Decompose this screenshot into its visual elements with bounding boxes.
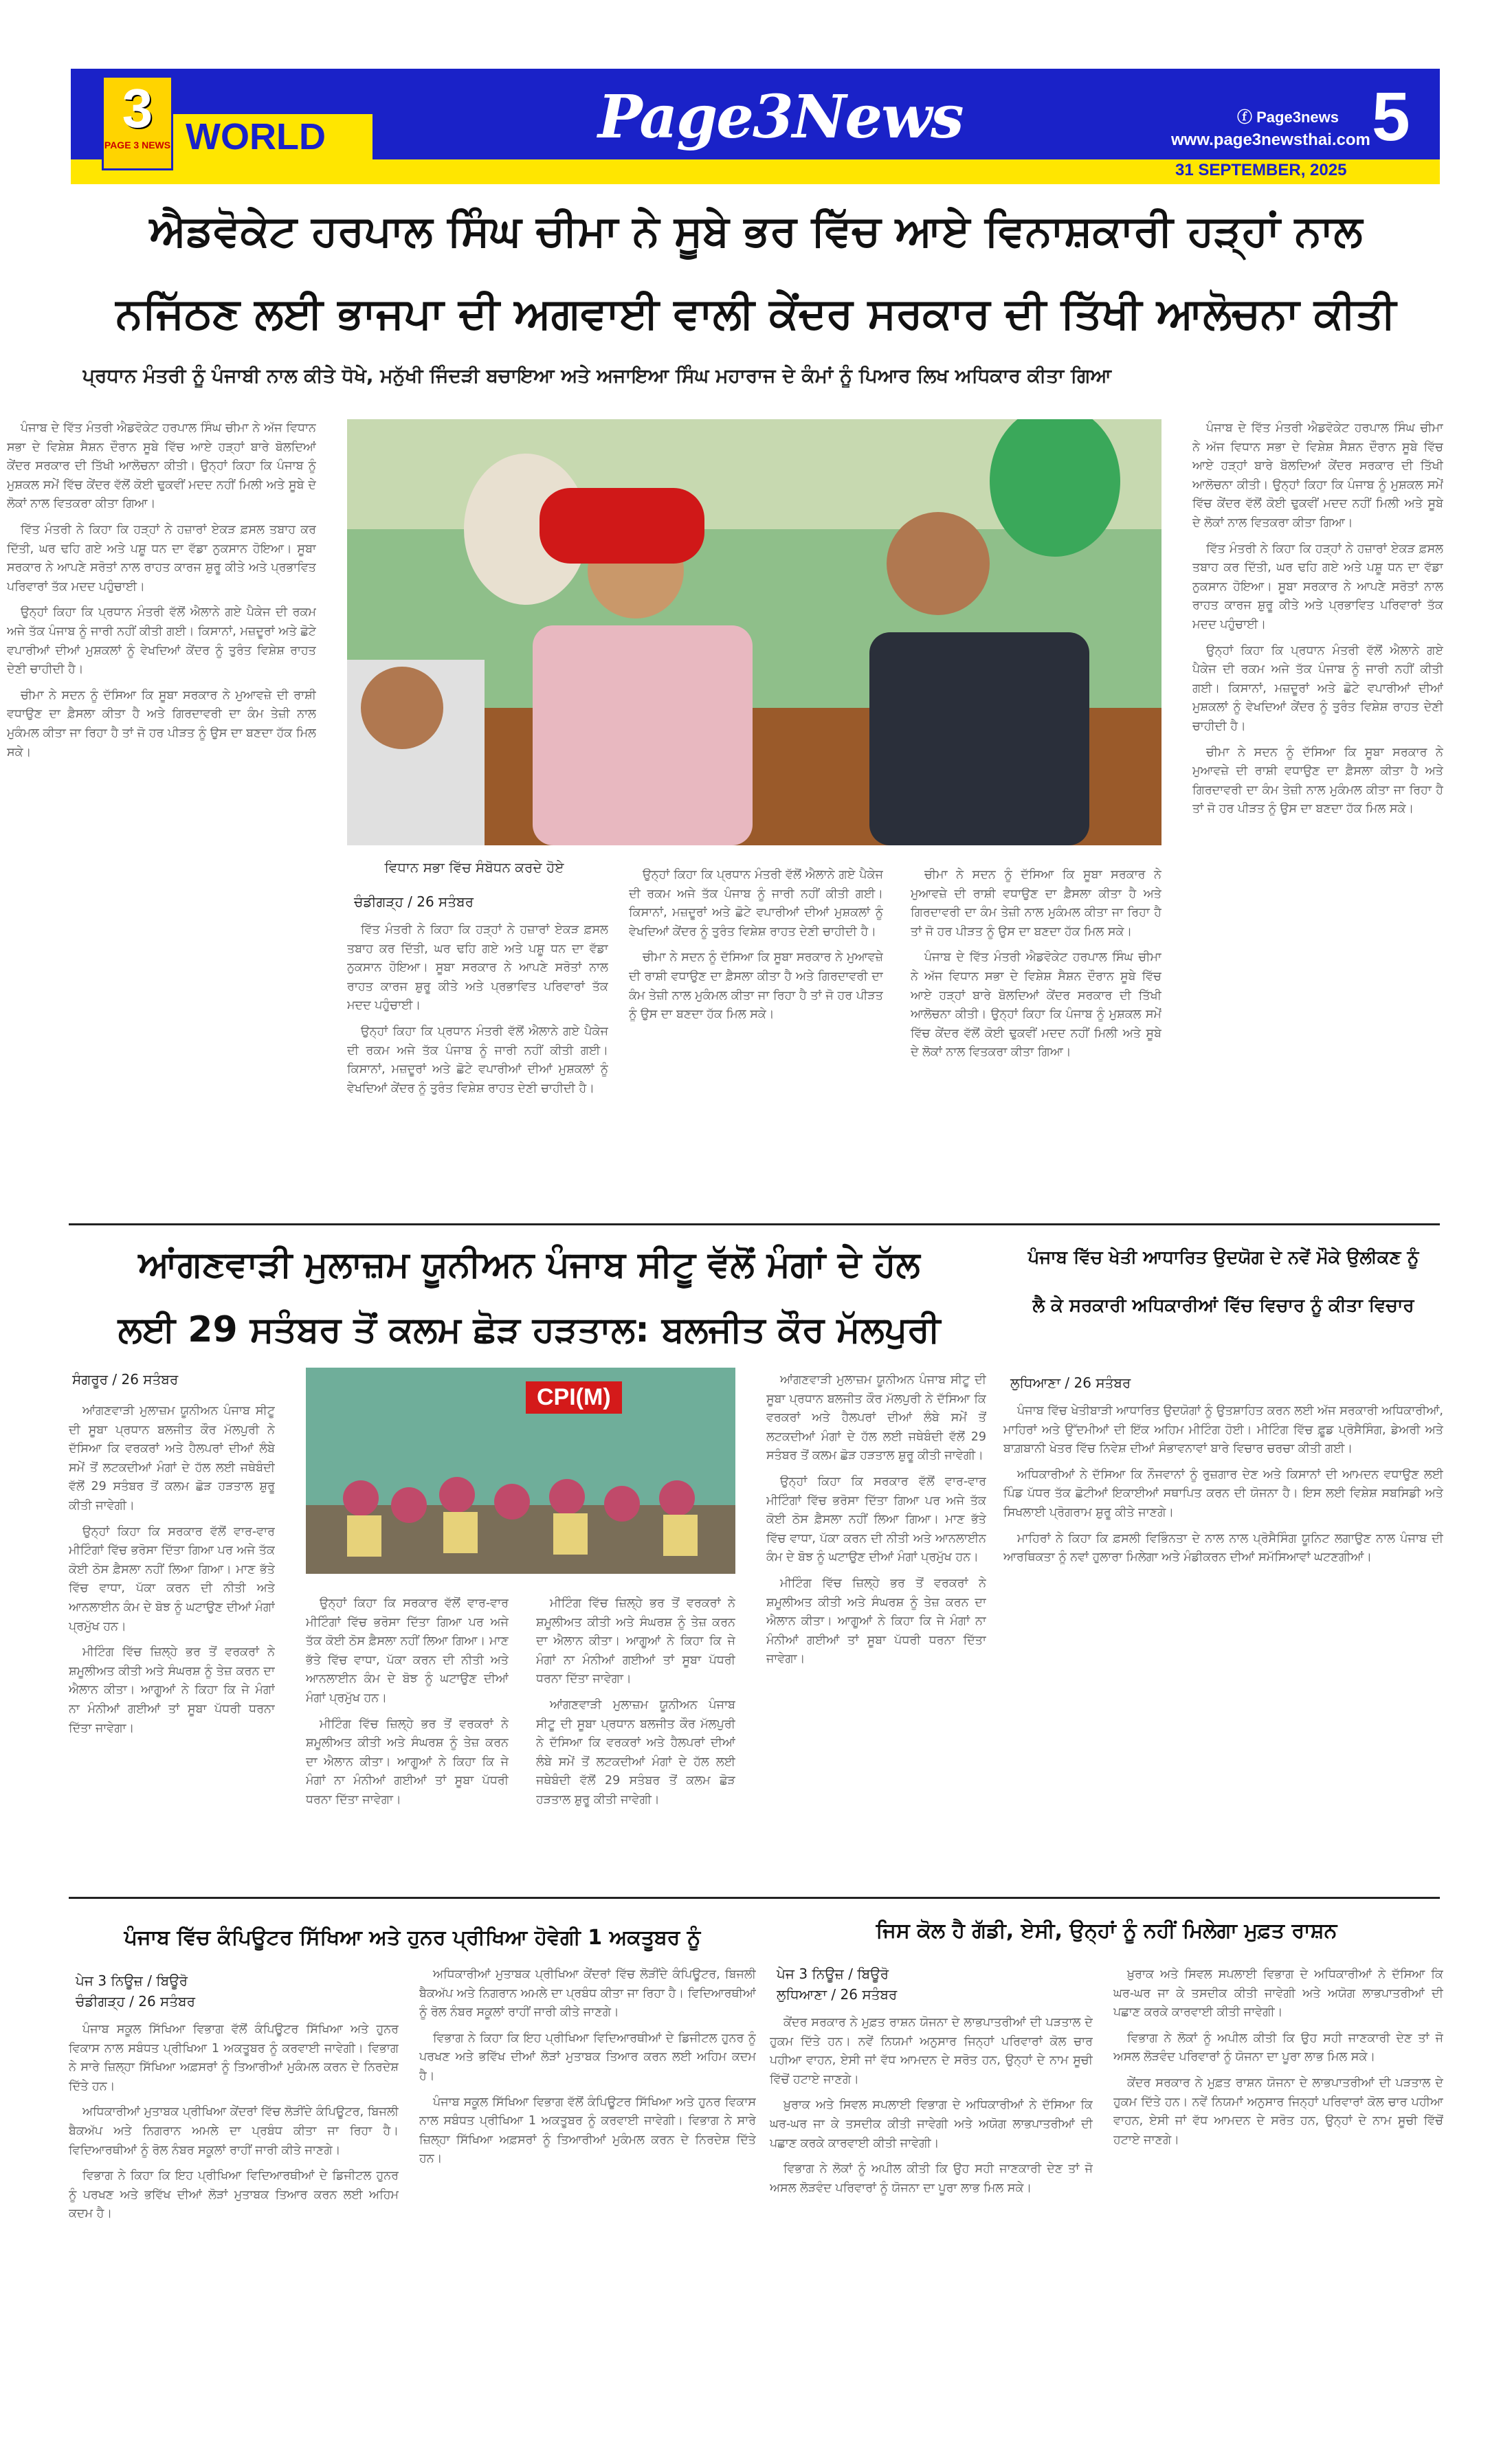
story5-col2-para-3: ਕੇਂਦਰ ਸਰਕਾਰ ਨੇ ਮੁਫ਼ਤ ਰਾਸ਼ਨ ਯੋਜਨਾ ਦੇ ਲਾਭਪਾਤਰੀਆਂ ਦੀ ਪੜਤਾਲ ਦੇ ਹੁਕਮ ਦਿੱਤੇ ਹਨ। ਨਵੇਂ ਨਿਯਮਾਂ ਅਨੁਸਾਰ ਜਿਨ੍ਹਾਂ ਪਰਿਵਾਰਾਂ ਕੋਲ ਚਾਰ ਪਹੀਆ ਵਾਹਨ, ਏਸੀ ਜਾਂ ਵੱਧ ਆਮਦਨ ਦੇ ਸਰੋਤ ਹਨ, ਉਨ੍ਹਾਂ ਦੇ ਨਾਮ ਸੂਚੀ ਵਿੱਚੋਂ ਹਟਾਏ ਜਾਣਗੇ। [1113, 2076, 1443, 2147]
story1-column-1 [7, 419, 316, 1230]
story1-col5-para: ਪੰਜਾਬ ਦੇ ਵਿੱਤ ਮੰਤਰੀ ਐਡਵੋਕੇਟ ਹਰਪਾਲ ਸਿੰਘ ਚੀਮਾ ਨੇ ਅੱਜ ਵਿਧਾਨ ਸਭਾ ਦੇ ਵਿਸ਼ੇਸ਼ ਸੈਸ਼ਨ ਦੌਰਾਨ ਸੂਬੇ ਵਿੱਚ ਆਏ ਹੜ੍ਹਾਂ ਬਾਰੇ ਬੋਲਦਿਆਂ ਕੇਂਦਰ ਸਰਕਾਰ ਦੀ ਤਿੱਖੀ ਆਲੋਚਨਾ ਕੀਤੀ। ਉਨ੍ਹਾਂ ਕਿਹਾ ਕਿ ਪੰਜਾਬ ਨੂੰ ਮੁਸ਼ਕਲ ਸਮੇਂ ਵਿੱਚ ਕੇਂਦਰ ਵੱਲੋਂ ਕੋਈ ਢੁਕਵੀਂ ਮਦਦ ਨਹੀਂ ਮਿਲੀ ਅਤੇ ਸੂਬੇ ਦੇ ਲੋਕਾਂ ਨਾਲ ਵਿਤਕਰਾ ਕੀਤਾ ਗਿਆ। [1192, 421, 1443, 530]
story5-dateline: ਲੁਧਿਆਣਾ / 26 ਸਤੰਬਰ [777, 1986, 898, 2003]
story2-photo [306, 1368, 735, 1574]
story4-col2-para-3: ਪੰਜਾਬ ਸਕੂਲ ਸਿੱਖਿਆ ਵਿਭਾਗ ਵੱਲੋਂ ਕੰਪਿਊਟਰ ਸਿੱਖਿਆ ਅਤੇ ਹੁਨਰ ਵਿਕਾਸ ਨਾਲ ਸਬੰਧਤ ਪ੍ਰੀਖਿਆ 1 ਅਕਤੂਬਰ ਨੂੰ ਕਰਵਾਈ ਜਾਵੇਗੀ। ਵਿਭਾਗ ਨੇ ਸਾਰੇ ਜ਼ਿਲ੍ਹਾ ਸਿੱਖਿਆ ਅਫ਼ਸਰਾਂ ਨੂੰ ਤਿਆਰੀਆਂ ਮੁਕੰਮਲ ਕਰਨ ਦੇ ਨਿਰਦੇਸ਼ ਦਿੱਤੇ ਹਨ। [419, 2095, 756, 2166]
story3-headline-line1: ਪੰਜਾਬ ਵਿੱਚ ਖੇਤੀ ਆਧਾਰਿਤ ਉਦਯੋਗ ਦੇ ਨਵੇਂ ਮੌਕੇ ਉਲੀਕਣ ਨੂੰ [1027, 1247, 1419, 1268]
story4-column-2 [419, 1966, 756, 2419]
brand-title: Page3News [598, 82, 963, 152]
story1-subheadline: ਪ੍ਰਧਾਨ ਮੰਤਰੀ ਨੂੰ ਪੰਜਾਬੀ ਨਾਲ ਕੀਤੇ ਧੋਖੇ, ਮਨੁੱਖੀ ਜਿੰਦੜੀ ਬਚਾਇਆ ਅਤੇ ਅਜਾਇਆ ਸਿੰਘ ਮਹਾਰਾਜ ਦੇ ਕੰਮਾਂ ਨੂੰ ਪਿਆਰ ਲਿਖ ਅਧਿਕਾਰ ਕੀਤਾ ਗਿਆ [82, 364, 1111, 387]
section-divider [69, 1223, 1440, 1225]
story5-para-3: ਵਿਭਾਗ ਨੇ ਲੋਕਾਂ ਨੂੰ ਅਪੀਲ ਕੀਤੀ ਕਿ ਉਹ ਸਹੀ ਜਾਣਕਾਰੀ ਦੇਣ ਤਾਂ ਜੋ ਅਸਲ ਲੋੜਵੰਦ ਪਰਿਵਾਰਾਂ ਨੂੰ ਯੋਜਨਾ ਦਾ ਪੂਰਾ ਲਾਭ ਮਿਲ ਸਕੇ। [770, 2162, 1093, 2195]
story1-col2-para: ਵਿੱਤ ਮੰਤਰੀ ਨੇ ਕਿਹਾ ਕਿ ਹੜ੍ਹਾਂ ਨੇ ਹਜ਼ਾਰਾਂ ਏਕੜ ਫ਼ਸਲ ਤਬਾਹ ਕਰ ਦਿੱਤੀ, ਘਰ ਢਹਿ ਗਏ ਅਤੇ ਪਸ਼ੂ ਧਨ ਦਾ ਵੱਡਾ ਨੁਕਸਾਨ ਹੋਇਆ। ਸੂਬਾ ਸਰਕਾਰ ਨੇ ਆਪਣੇ ਸਰੋਤਾਂ ਨਾਲ ਰਾਹਤ ਕਾਰਜ ਸ਼ੁਰੂ ਕੀਤੇ ਅਤੇ ਪ੍ਰਭਾਵਿਤ ਪਰਿਵਾਰਾਂ ਤੱਕ ਮਦਦ ਪਹੁੰਚਾਈ। [347, 923, 608, 1013]
story2-col3-para-2: ਆਂਗਣਵਾੜੀ ਮੁਲਾਜ਼ਮ ਯੂਨੀਅਨ ਪੰਜਾਬ ਸੀਟੂ ਦੀ ਸੂਬਾ ਪ੍ਰਧਾਨ ਬਲਜੀਤ ਕੌਰ ਮੱਲਪੁਰੀ ਨੇ ਦੱਸਿਆ ਕਿ ਵਰਕਰਾਂ ਅਤੇ ਹੈਲਪਰਾਂ ਦੀਆਂ ਲੰਬੇ ਸਮੇਂ ਤੋਂ ਲਟਕਦੀਆਂ ਮੰਗਾਂ ਦੇ ਹੱਲ ਲਈ ਜਥੇਬੰਦੀ ਵੱਲੋਂ 29 ਸਤੰਬਰ ਤੋਂ ਕਲਮ ਛੋੜ ਹੜਤਾਲ ਸ਼ੁਰੂ ਕੀਤੀ ਜਾਵੇਗੀ। [536, 1698, 735, 1807]
story1-col3-para-2: ਚੀਮਾ ਨੇ ਸਦਨ ਨੂੰ ਦੱਸਿਆ ਕਿ ਸੂਬਾ ਸਰਕਾਰ ਨੇ ਮੁਆਵਜ਼ੇ ਦੀ ਰਾਸ਼ੀ ਵਧਾਉਣ ਦਾ ਫ਼ੈਸਲਾ ਕੀਤਾ ਹੈ ਅਤੇ ਗਿਰਦਾਵਰੀ ਦਾ ਕੰਮ ਤੇਜ਼ੀ ਨਾਲ ਮੁਕੰਮਲ ਕੀਤਾ ਜਾ ਰਿਹਾ ਹੈ ਤਾਂ ਜੋ ਹਰ ਪੀੜਤ ਨੂੰ ਉਸ ਦਾ ਬਣਦਾ ਹੱਕ ਮਿਲ ਸਕੇ। [629, 950, 883, 1022]
story2-col4-para-3: ਮੀਟਿੰਗ ਵਿੱਚ ਜ਼ਿਲ੍ਹੇ ਭਰ ਤੋਂ ਵਰਕਰਾਂ ਨੇ ਸ਼ਮੂਲੀਅਤ ਕੀਤੀ ਅਤੇ ਸੰਘਰਸ਼ ਨੂੰ ਤੇਜ਼ ਕਰਨ ਦਾ ਐਲਾਨ ਕੀਤਾ। ਆਗੂਆਂ ਨੇ ਕਿਹਾ ਕਿ ਜੇ ਮੰਗਾਂ ਨਾ ਮੰਨੀਆਂ ਗਈਆਂ ਤਾਂ ਸੂਬਾ ਪੱਧਰੀ ਧਰਨਾ ਦਿੱਤਾ ਜਾਵੇਗਾ। [766, 1576, 986, 1667]
social-handle-text: Page3news [1256, 109, 1339, 126]
story5-para-2: ਖ਼ੁਰਾਕ ਅਤੇ ਸਿਵਲ ਸਪਲਾਈ ਵਿਭਾਗ ਦੇ ਅਧਿਕਾਰੀਆਂ ਨੇ ਦੱਸਿਆ ਕਿ ਘਰ-ਘਰ ਜਾ ਕੇ ਤਸਦੀਕ ਕੀਤੀ ਜਾਵੇਗੀ ਅਤੇ ਅਯੋਗ ਲਾਭਪਾਤਰੀਆਂ ਦੀ ਪਛਾਣ ਕਰਕੇ ਕਾਰਵਾਈ ਕੀਤੀ ਜਾਵੇਗੀ। [770, 2098, 1093, 2150]
story1-para-1: ਪੰਜਾਬ ਦੇ ਵਿੱਤ ਮੰਤਰੀ ਐਡਵੋਕੇਟ ਹਰਪਾਲ ਸਿੰਘ ਚੀਮਾ ਨੇ ਅੱਜ ਵਿਧਾਨ ਸਭਾ ਦੇ ਵਿਸ਼ੇਸ਼ ਸੈਸ਼ਨ ਦੌਰਾਨ ਸੂਬੇ ਵਿੱਚ ਆਏ ਹੜ੍ਹਾਂ ਬਾਰੇ ਬੋਲਦਿਆਂ ਕੇਂਦਰ ਸਰਕਾਰ ਦੀ ਤਿੱਖੀ ਆਲੋਚਨਾ ਕੀਤੀ। ਉਨ੍ਹਾਂ ਕਿਹਾ ਕਿ ਪੰਜਾਬ ਨੂੰ ਮੁਸ਼ਕਲ ਸਮੇਂ ਵਿੱਚ ਕੇਂਦਰ ਵੱਲੋਂ ਕੋਈ ਢੁਕਵੀਂ ਮਦਦ ਨਹੀਂ ਮਿਲੀ ਅਤੇ ਸੂਬੇ ਦੇ ਲੋਕਾਂ ਨਾਲ ਵਿਤਕਰਾ ਕੀਤਾ ਗਿਆ। [7, 421, 316, 511]
story4-para-1: ਪੰਜਾਬ ਸਕੂਲ ਸਿੱਖਿਆ ਵਿਭਾਗ ਵੱਲੋਂ ਕੰਪਿਊਟਰ ਸਿੱਖਿਆ ਅਤੇ ਹੁਨਰ ਵਿਕਾਸ ਨਾਲ ਸਬੰਧਤ ਪ੍ਰੀਖਿਆ 1 ਅਕਤੂਬਰ ਨੂੰ ਕਰਵਾਈ ਜਾਵੇਗੀ। ਵਿਭਾਗ ਨੇ ਸਾਰੇ ਜ਼ਿਲ੍ਹਾ ਸਿੱਖਿਆ ਅਫ਼ਸਰਾਂ ਨੂੰ ਤਿਆਰੀਆਂ ਮੁਕੰਮਲ ਕਰਨ ਦੇ ਨਿਰਦੇਸ਼ ਦਿੱਤੇ ਹਨ। [69, 2023, 399, 2093]
story4-col2-para: ਅਧਿਕਾਰੀਆਂ ਮੁਤਾਬਕ ਪ੍ਰੀਖਿਆ ਕੇਂਦਰਾਂ ਵਿੱਚ ਲੋੜੀਂਦੇ ਕੰਪਿਊਟਰ, ਬਿਜਲੀ ਬੈਕਅੱਪ ਅਤੇ ਨਿਗਰਾਨ ਅਮਲੇ ਦਾ ਪ੍ਰਬੰਧ ਕੀਤਾ ਜਾ ਰਿਹਾ ਹੈ। ਵਿਦਿਆਰਥੀਆਂ ਨੂੰ ਰੋਲ ਨੰਬਰ ਸਕੂਲਾਂ ਰਾਹੀਂ ਜਾਰੀ ਕੀਤੇ ਜਾਣਗੇ। [419, 1968, 756, 2020]
story4-dateline: ਚੰਡੀਗੜ੍ਹ / 26 ਸਤੰਬਰ [76, 1993, 196, 2010]
story3-para-3: ਮਾਹਿਰਾਂ ਨੇ ਕਿਹਾ ਕਿ ਫ਼ਸਲੀ ਵਿਭਿੰਨਤਾ ਦੇ ਨਾਲ ਨਾਲ ਪ੍ਰੋਸੈਸਿੰਗ ਯੂਨਿਟ ਲਗਾਉਣ ਨਾਲ ਪੰਜਾਬ ਦੀ ਆਰਥਿਕਤਾ ਨੂੰ ਨਵਾਂ ਹੁਲਾਰਾ ਮਿਲੇਗਾ ਅਤੇ ਮੰਡੀਕਰਨ ਦੀਆਂ ਸਮੱਸਿਆਵਾਂ ਘਟਣਗੀਆਂ। [1003, 1531, 1443, 1565]
story2-column-2 [306, 1594, 509, 1883]
story3-dateline: ਲੁਧਿਆਣਾ / 26 ਸਤੰਬਰ [1010, 1375, 1131, 1391]
story2-col2-para-2: ਮੀਟਿੰਗ ਵਿੱਚ ਜ਼ਿਲ੍ਹੇ ਭਰ ਤੋਂ ਵਰਕਰਾਂ ਨੇ ਸ਼ਮੂਲੀਅਤ ਕੀਤੀ ਅਤੇ ਸੰਘਰਸ਼ ਨੂੰ ਤੇਜ਼ ਕਰਨ ਦਾ ਐਲਾਨ ਕੀਤਾ। ਆਗੂਆਂ ਨੇ ਕਿਹਾ ਕਿ ਜੇ ਮੰਗਾਂ ਨਾ ਮੰਨੀਆਂ ਗਈਆਂ ਤਾਂ ਸੂਬਾ ਪੱਧਰੀ ਧਰਨਾ ਦਿੱਤਾ ਜਾਵੇਗਾ। [306, 1717, 509, 1807]
issue-date: 31 SEPTEMBER, 2025 [1175, 161, 1347, 179]
logo-number: 3 [122, 78, 153, 139]
story2-col4-para: ਆਂਗਣਵਾੜੀ ਮੁਲਾਜ਼ਮ ਯੂਨੀਅਨ ਪੰਜਾਬ ਸੀਟੂ ਦੀ ਸੂਬਾ ਪ੍ਰਧਾਨ ਬਲਜੀਤ ਕੌਰ ਮੱਲਪੁਰੀ ਨੇ ਦੱਸਿਆ ਕਿ ਵਰਕਰਾਂ ਅਤੇ ਹੈਲਪਰਾਂ ਦੀਆਂ ਲੰਬੇ ਸਮੇਂ ਤੋਂ ਲਟਕਦੀਆਂ ਮੰਗਾਂ ਦੇ ਹੱਲ ਲਈ ਜਥੇਬੰਦੀ ਵੱਲੋਂ 29 ਸਤੰਬਰ ਤੋਂ ਕਲਮ ਛੋੜ ਹੜਤਾਲ ਸ਼ੁਰੂ ਕੀਤੀ ਜਾਵੇਗੀ। [766, 1373, 986, 1463]
section-label: WORLD [173, 114, 373, 159]
story4-column-1 [69, 2021, 399, 2419]
story2-col3-para: ਮੀਟਿੰਗ ਵਿੱਚ ਜ਼ਿਲ੍ਹੇ ਭਰ ਤੋਂ ਵਰਕਰਾਂ ਨੇ ਸ਼ਮੂਲੀਅਤ ਕੀਤੀ ਅਤੇ ਸੰਘਰਸ਼ ਨੂੰ ਤੇਜ਼ ਕਰਨ ਦਾ ਐਲਾਨ ਕੀਤਾ। ਆਗੂਆਂ ਨੇ ਕਿਹਾ ਕਿ ਜੇ ਮੰਗਾਂ ਨਾ ਮੰਨੀਆਂ ਗਈਆਂ ਤਾਂ ਸੂਬਾ ਪੱਧਰੀ ਧਰਨਾ ਦਿੱਤਾ ਜਾਵੇਗਾ। [536, 1596, 735, 1687]
story1-col3-para: ਉਨ੍ਹਾਂ ਕਿਹਾ ਕਿ ਪ੍ਰਧਾਨ ਮੰਤਰੀ ਵੱਲੋਂ ਐਲਾਨੇ ਗਏ ਪੈਕੇਜ ਦੀ ਰਕਮ ਅਜੇ ਤੱਕ ਪੰਜਾਬ ਨੂੰ ਜਾਰੀ ਨਹੀਂ ਕੀਤੀ ਗਈ। ਕਿਸਾਨਾਂ, ਮਜ਼ਦੂਰਾਂ ਅਤੇ ਛੋਟੇ ਵਪਾਰੀਆਂ ਦੀਆਂ ਮੁਸ਼ਕਲਾਂ ਨੂੰ ਵੇਖਦਿਆਂ ਕੇਂਦਰ ਨੂੰ ਤੁਰੰਤ ਵਿਸ਼ੇਸ਼ ਰਾਹਤ ਦੇਣੀ ਚਾਹੀਦੀ ਹੈ। [629, 868, 883, 939]
social-handle [1237, 106, 1339, 127]
story3-body [1003, 1402, 1443, 1883]
story1-headline-line1: ਐਡਵੋਕੇਟ ਹਰਪਾਲ ਸਿੰਘ ਚੀਮਾ ਨੇ ਸੂਬੇ ਭਰ ਵਿੱਚ ਆਏ ਵਿਨਾਸ਼ਕਾਰੀ ਹੜ੍ਹਾਂ ਨਾਲ [149, 205, 1363, 256]
facebook-icon: ⓕ [1237, 109, 1257, 126]
story1-col5-para-4: ਚੀਮਾ ਨੇ ਸਦਨ ਨੂੰ ਦੱਸਿਆ ਕਿ ਸੂਬਾ ਸਰਕਾਰ ਨੇ ਮੁਆਵਜ਼ੇ ਦੀ ਰਾਸ਼ੀ ਵਧਾਉਣ ਦਾ ਫ਼ੈਸਲਾ ਕੀਤਾ ਹੈ ਅਤੇ ਗਿਰਦਾਵਰੀ ਦਾ ਕੰਮ ਤੇਜ਼ੀ ਨਾਲ ਮੁਕੰਮਲ ਕੀਤਾ ਜਾ ਰਿਹਾ ਹੈ ਤਾਂ ਜੋ ਹਰ ਪੀੜਤ ਨੂੰ ਉਸ ਦਾ ਬਣਦਾ ਹੱਕ ਮਿਲ ਸਕੇ। [1192, 745, 1443, 816]
story1-para-3: ਉਨ੍ਹਾਂ ਕਿਹਾ ਕਿ ਪ੍ਰਧਾਨ ਮੰਤਰੀ ਵੱਲੋਂ ਐਲਾਨੇ ਗਏ ਪੈਕੇਜ ਦੀ ਰਕਮ ਅਜੇ ਤੱਕ ਪੰਜਾਬ ਨੂੰ ਜਾਰੀ ਨਹੀਂ ਕੀਤੀ ਗਈ। ਕਿਸਾਨਾਂ, ਮਜ਼ਦੂਰਾਂ ਅਤੇ ਛੋਟੇ ਵਪਾਰੀਆਂ ਦੀਆਂ ਮੁਸ਼ਕਲਾਂ ਨੂੰ ਵੇਖਦਿਆਂ ਕੇਂਦਰ ਨੂੰ ਤੁਰੰਤ ਵਿਸ਼ੇਸ਼ ਰਾਹਤ ਦੇਣੀ ਚਾਹੀਦੀ ਹੈ। [7, 605, 316, 677]
story1-photo-caption: ਵਿਧਾਨ ਸਭਾ ਵਿੱਚ ਸੰਬੋਧਨ ਕਰਦੇ ਹੋਏ [384, 859, 564, 876]
page-number: 5 [1372, 78, 1410, 155]
story2-para-1: ਆਂਗਣਵਾੜੀ ਮੁਲਾਜ਼ਮ ਯੂਨੀਅਨ ਪੰਜਾਬ ਸੀਟੂ ਦੀ ਸੂਬਾ ਪ੍ਰਧਾਨ ਬਲਜੀਤ ਕੌਰ ਮੱਲਪੁਰੀ ਨੇ ਦੱਸਿਆ ਕਿ ਵਰਕਰਾਂ ਅਤੇ ਹੈਲਪਰਾਂ ਦੀਆਂ ਲੰਬੇ ਸਮੇਂ ਤੋਂ ਲਟਕਦੀਆਂ ਮੰਗਾਂ ਦੇ ਹੱਲ ਲਈ ਜਥੇਬੰਦੀ ਵੱਲੋਂ 29 ਸਤੰਬਰ ਤੋਂ ਕਲਮ ਛੋੜ ਹੜਤਾਲ ਸ਼ੁਰੂ ਕੀਤੀ ਜਾਵੇਗੀ। [69, 1404, 275, 1513]
story1-col4-para-2: ਪੰਜਾਬ ਦੇ ਵਿੱਤ ਮੰਤਰੀ ਐਡਵੋਕੇਟ ਹਰਪਾਲ ਸਿੰਘ ਚੀਮਾ ਨੇ ਅੱਜ ਵਿਧਾਨ ਸਭਾ ਦੇ ਵਿਸ਼ੇਸ਼ ਸੈਸ਼ਨ ਦੌਰਾਨ ਸੂਬੇ ਵਿੱਚ ਆਏ ਹੜ੍ਹਾਂ ਬਾਰੇ ਬੋਲਦਿਆਂ ਕੇਂਦਰ ਸਰਕਾਰ ਦੀ ਤਿੱਖੀ ਆਲੋਚਨਾ ਕੀਤੀ। ਉਨ੍ਹਾਂ ਕਿਹਾ ਕਿ ਪੰਜਾਬ ਨੂੰ ਮੁਸ਼ਕਲ ਸਮੇਂ ਵਿੱਚ ਕੇਂਦਰ ਵੱਲੋਂ ਕੋਈ ਢੁਕਵੀਂ ਮਦਦ ਨਹੀਂ ਮਿਲੀ ਅਤੇ ਸੂਬੇ ਦੇ ਲੋਕਾਂ ਨਾਲ ਵਿਤਕਰਾ ਕੀਤਾ ਗਿਆ। [911, 950, 1161, 1060]
story2-dateline: ਸੰਗਰੂਰ / 26 ਸਤੰਬਰ [72, 1371, 179, 1388]
union-meeting-photo-illustration [306, 1368, 735, 1574]
story2-col2-para: ਉਨ੍ਹਾਂ ਕਿਹਾ ਕਿ ਸਰਕਾਰ ਵੱਲੋਂ ਵਾਰ-ਵਾਰ ਮੀਟਿੰਗਾਂ ਵਿੱਚ ਭਰੋਸਾ ਦਿੱਤਾ ਗਿਆ ਪਰ ਅਜੇ ਤੱਕ ਕੋਈ ਠੋਸ ਫ਼ੈਸਲਾ ਨਹੀਂ ਲਿਆ ਗਿਆ। ਮਾਣ ਭੱਤੇ ਵਿੱਚ ਵਾਧਾ, ਪੱਕਾ ਕਰਨ ਦੀ ਨੀਤੀ ਅਤੇ ਆਨਲਾਈਨ ਕੰਮ ਦੇ ਬੋਝ ਨੂੰ ਘਟਾਉਣ ਦੀਆਂ ਮੰਗਾਂ ਪ੍ਰਮੁੱਖ ਹਨ। [306, 1596, 509, 1705]
website-link: www.page3newsthai.com [1171, 131, 1370, 149]
story1-para-4: ਚੀਮਾ ਨੇ ਸਦਨ ਨੂੰ ਦੱਸਿਆ ਕਿ ਸੂਬਾ ਸਰਕਾਰ ਨੇ ਮੁਆਵਜ਼ੇ ਦੀ ਰਾਸ਼ੀ ਵਧਾਉਣ ਦਾ ਫ਼ੈਸਲਾ ਕੀਤਾ ਹੈ ਅਤੇ ਗਿਰਦਾਵਰੀ ਦਾ ਕੰਮ ਤੇਜ਼ੀ ਨਾਲ ਮੁਕੰਮਲ ਕੀਤਾ ਜਾ ਰਿਹਾ ਹੈ ਤਾਂ ਜੋ ਹਰ ਪੀੜਤ ਨੂੰ ਉਸ ਦਾ ਬਣਦਾ ਹੱਕ ਮਿਲ ਸਕੇ। [7, 688, 316, 759]
story2-para-2: ਉਨ੍ਹਾਂ ਕਿਹਾ ਕਿ ਸਰਕਾਰ ਵੱਲੋਂ ਵਾਰ-ਵਾਰ ਮੀਟਿੰਗਾਂ ਵਿੱਚ ਭਰੋਸਾ ਦਿੱਤਾ ਗਿਆ ਪਰ ਅਜੇ ਤੱਕ ਕੋਈ ਠੋਸ ਫ਼ੈਸਲਾ ਨਹੀਂ ਲਿਆ ਗਿਆ। ਮਾਣ ਭੱਤੇ ਵਿੱਚ ਵਾਧਾ, ਪੱਕਾ ਕਰਨ ਦੀ ਨੀਤੀ ਅਤੇ ਆਨਲਾਈਨ ਕੰਮ ਦੇ ਬੋਝ ਨੂੰ ਘਟਾਉਣ ਦੀਆਂ ਮੰਗਾਂ ਪ੍ਰਮੁੱਖ ਹਨ। [69, 1524, 275, 1634]
story2-headline-line2: ਲਈ 29 ਸਤੰਬਰ ਤੋਂ ਕਲਮ ਛੋੜ ਹੜਤਾਲ: ਬਲਜੀਤ ਕੌਰ ਮੱਲਪੁਰੀ [118, 1309, 941, 1350]
cpim-banner: CPI(M) [526, 1381, 622, 1414]
story1-col5-para-2: ਵਿੱਤ ਮੰਤਰੀ ਨੇ ਕਿਹਾ ਕਿ ਹੜ੍ਹਾਂ ਨੇ ਹਜ਼ਾਰਾਂ ਏਕੜ ਫ਼ਸਲ ਤਬਾਹ ਕਰ ਦਿੱਤੀ, ਘਰ ਢਹਿ ਗਏ ਅਤੇ ਪਸ਼ੂ ਧਨ ਦਾ ਵੱਡਾ ਨੁਕਸਾਨ ਹੋਇਆ। ਸੂਬਾ ਸਰਕਾਰ ਨੇ ਆਪਣੇ ਸਰੋਤਾਂ ਨਾਲ ਰਾਹਤ ਕਾਰਜ ਸ਼ੁਰੂ ਕੀਤੇ ਅਤੇ ਪ੍ਰਭਾਵਿਤ ਪਰਿਵਾਰਾਂ ਤੱਕ ਮਦਦ ਪਹੁੰਚਾਈ। [1192, 542, 1443, 632]
story2-para-3: ਮੀਟਿੰਗ ਵਿੱਚ ਜ਼ਿਲ੍ਹੇ ਭਰ ਤੋਂ ਵਰਕਰਾਂ ਨੇ ਸ਼ਮੂਲੀਅਤ ਕੀਤੀ ਅਤੇ ਸੰਘਰਸ਼ ਨੂੰ ਤੇਜ਼ ਕਰਨ ਦਾ ਐਲਾਨ ਕੀਤਾ। ਆਗੂਆਂ ਨੇ ਕਿਹਾ ਕਿ ਜੇ ਮੰਗਾਂ ਨਾ ਮੰਨੀਆਂ ਗਈਆਂ ਤਾਂ ਸੂਬਾ ਪੱਧਰੀ ਧਰਨਾ ਦਿੱਤਾ ਜਾਵੇਗਾ। [69, 1645, 275, 1735]
story2-col4-para-2: ਉਨ੍ਹਾਂ ਕਿਹਾ ਕਿ ਸਰਕਾਰ ਵੱਲੋਂ ਵਾਰ-ਵਾਰ ਮੀਟਿੰਗਾਂ ਵਿੱਚ ਭਰੋਸਾ ਦਿੱਤਾ ਗਿਆ ਪਰ ਅਜੇ ਤੱਕ ਕੋਈ ਠੋਸ ਫ਼ੈਸਲਾ ਨਹੀਂ ਲਿਆ ਗਿਆ। ਮਾਣ ਭੱਤੇ ਵਿੱਚ ਵਾਧਾ, ਪੱਕਾ ਕਰਨ ਦੀ ਨੀਤੀ ਅਤੇ ਆਨਲਾਈਨ ਕੰਮ ਦੇ ਬੋਝ ਨੂੰ ਘਟਾਉਣ ਦੀਆਂ ਮੰਗਾਂ ਪ੍ਰਮੁੱਖ ਹਨ। [766, 1474, 986, 1565]
story4-para-3: ਵਿਭਾਗ ਨੇ ਕਿਹਾ ਕਿ ਇਹ ਪ੍ਰੀਖਿਆ ਵਿਦਿਆਰਥੀਆਂ ਦੇ ਡਿਜੀਟਲ ਹੁਨਰ ਨੂੰ ਪਰਖਣ ਅਤੇ ਭਵਿੱਖ ਦੀਆਂ ਲੋੜਾਂ ਮੁਤਾਬਕ ਤਿਆਰ ਕਰਨ ਲਈ ਅਹਿਮ ਕਦਮ ਹੈ। [69, 2169, 399, 2221]
story5-byline: ਪੇਜ 3 ਨਿਊਜ਼ / ਬਿਊਰੋ [777, 1966, 889, 1982]
story4-col2-para-2: ਵਿਭਾਗ ਨੇ ਕਿਹਾ ਕਿ ਇਹ ਪ੍ਰੀਖਿਆ ਵਿਦਿਆਰਥੀਆਂ ਦੇ ਡਿਜੀਟਲ ਹੁਨਰ ਨੂੰ ਪਰਖਣ ਅਤੇ ਭਵਿੱਖ ਦੀਆਂ ਲੋੜਾਂ ਮੁਤਾਬਕ ਤਿਆਰ ਕਰਨ ਲਈ ਅਹਿਮ ਕਦਮ ਹੈ। [419, 2031, 756, 2083]
logo-label: PAGE 3 NEWS [104, 140, 171, 151]
section-divider-2 [69, 1897, 1440, 1899]
story5-col2-para: ਖ਼ੁਰਾਕ ਅਤੇ ਸਿਵਲ ਸਪਲਾਈ ਵਿਭਾਗ ਦੇ ਅਧਿਕਾਰੀਆਂ ਨੇ ਦੱਸਿਆ ਕਿ ਘਰ-ਘਰ ਜਾ ਕੇ ਤਸਦੀਕ ਕੀਤੀ ਜਾਵੇਗੀ ਅਤੇ ਅਯੋਗ ਲਾਭਪਾਤਰੀਆਂ ਦੀ ਪਛਾਣ ਕਰਕੇ ਕਾਰਵਾਈ ਕੀਤੀ ਜਾਵੇਗੀ। [1113, 1968, 1443, 2020]
story1-para-2: ਵਿੱਤ ਮੰਤਰੀ ਨੇ ਕਿਹਾ ਕਿ ਹੜ੍ਹਾਂ ਨੇ ਹਜ਼ਾਰਾਂ ਏਕੜ ਫ਼ਸਲ ਤਬਾਹ ਕਰ ਦਿੱਤੀ, ਘਰ ਢਹਿ ਗਏ ਅਤੇ ਪਸ਼ੂ ਧਨ ਦਾ ਵੱਡਾ ਨੁਕਸਾਨ ਹੋਇਆ। ਸੂਬਾ ਸਰਕਾਰ ਨੇ ਆਪਣੇ ਸਰੋਤਾਂ ਨਾਲ ਰਾਹਤ ਕਾਰਜ ਸ਼ੁਰੂ ਕੀਤੇ ਅਤੇ ਪ੍ਰਭਾਵਿਤ ਪਰਿਵਾਰਾਂ ਤੱਕ ਮਦਦ ਪਹੁੰਚਾਈ। [7, 522, 316, 594]
story1-column-5 [1192, 419, 1443, 1216]
story1-dateline: ਚੰਡੀਗੜ੍ਹ / 26 ਸਤੰਬਰ [354, 893, 474, 910]
story5-headline: ਜਿਸ ਕੋਲ ਹੈ ਗੱਡੀ, ਏਸੀ, ਉਨ੍ਹਾਂ ਨੂੰ ਨਹੀਂ ਮਿਲੇਗਾ ਮੁਫ਼ਤ ਰਾਸ਼ਨ [876, 1919, 1337, 1943]
story4-byline: ਪੇਜ 3 ਨਿਊਜ਼ / ਬਿਊਰੋ [76, 1972, 188, 1989]
story2-headline-line1: ਆਂਗਣਵਾੜੀ ਮੁਲਾਜ਼ਮ ਯੂਨੀਅਨ ਪੰਜਾਬ ਸੀਟੂ ਵੱਲੋਂ ਮੰਗਾਂ ਦੇ ਹੱਲ [138, 1244, 920, 1285]
story2-column-4 [766, 1371, 986, 1883]
story1-column-2 [347, 921, 608, 1216]
story3-headline-line2: ਲੈ ਕੇ ਸਰਕਾਰੀ ਅਧਿਕਾਰੀਆਂ ਵਿੱਚ ਵਿਚਾਰ ਨੂੰ ਕੀਤਾ ਵਿਚਾਰ [1032, 1295, 1414, 1316]
story4-para-2: ਅਧਿਕਾਰੀਆਂ ਮੁਤਾਬਕ ਪ੍ਰੀਖਿਆ ਕੇਂਦਰਾਂ ਵਿੱਚ ਲੋੜੀਂਦੇ ਕੰਪਿਊਟਰ, ਬਿਜਲੀ ਬੈਕਅੱਪ ਅਤੇ ਨਿਗਰਾਨ ਅਮਲੇ ਦਾ ਪ੍ਰਬੰਧ ਕੀਤਾ ਜਾ ਰਿਹਾ ਹੈ। ਵਿਦਿਆਰਥੀਆਂ ਨੂੰ ਰੋਲ ਨੰਬਰ ਸਕੂਲਾਂ ਰਾਹੀਂ ਜਾਰੀ ਕੀਤੇ ਜਾਣਗੇ। [69, 2105, 399, 2157]
story1-col2-para-2: ਉਨ੍ਹਾਂ ਕਿਹਾ ਕਿ ਪ੍ਰਧਾਨ ਮੰਤਰੀ ਵੱਲੋਂ ਐਲਾਨੇ ਗਏ ਪੈਕੇਜ ਦੀ ਰਕਮ ਅਜੇ ਤੱਕ ਪੰਜਾਬ ਨੂੰ ਜਾਰੀ ਨਹੀਂ ਕੀਤੀ ਗਈ। ਕਿਸਾਨਾਂ, ਮਜ਼ਦੂਰਾਂ ਅਤੇ ਛੋਟੇ ਵਪਾਰੀਆਂ ਦੀਆਂ ਮੁਸ਼ਕਲਾਂ ਨੂੰ ਵੇਖਦਿਆਂ ਕੇਂਦਰ ਨੂੰ ਤੁਰੰਤ ਵਿਸ਼ੇਸ਼ ਰਾਹਤ ਦੇਣੀ ਚਾਹੀਦੀ ਹੈ। [347, 1024, 608, 1095]
story1-col5-para-3: ਉਨ੍ਹਾਂ ਕਿਹਾ ਕਿ ਪ੍ਰਧਾਨ ਮੰਤਰੀ ਵੱਲੋਂ ਐਲਾਨੇ ਗਏ ਪੈਕੇਜ ਦੀ ਰਕਮ ਅਜੇ ਤੱਕ ਪੰਜਾਬ ਨੂੰ ਜਾਰੀ ਨਹੀਂ ਕੀਤੀ ਗਈ। ਕਿਸਾਨਾਂ, ਮਜ਼ਦੂਰਾਂ ਅਤੇ ਛੋਟੇ ਵਪਾਰੀਆਂ ਦੀਆਂ ਮੁਸ਼ਕਲਾਂ ਨੂੰ ਵੇਖਦਿਆਂ ਕੇਂਦਰ ਨੂੰ ਤੁਰੰਤ ਵਿਸ਼ੇਸ਼ ਰਾਹਤ ਦੇਣੀ ਚਾਹੀਦੀ ਹੈ। [1192, 643, 1443, 733]
story2-column-3 [536, 1594, 735, 1883]
story1-column-4 [911, 866, 1161, 1216]
story1-headline-line2: ਨਜਿੱਠਣ ਲਈ ਭਾਜਪਾ ਦੀ ਅਗਵਾਈ ਵਾਲੀ ਕੇਂਦਰ ਸਰਕਾਰ ਦੀ ਤਿੱਖੀ ਆਲੋਚਨਾ ਕੀਤੀ [115, 288, 1397, 338]
story5-col2-para-2: ਵਿਭਾਗ ਨੇ ਲੋਕਾਂ ਨੂੰ ਅਪੀਲ ਕੀਤੀ ਕਿ ਉਹ ਸਹੀ ਜਾਣਕਾਰੀ ਦੇਣ ਤਾਂ ਜੋ ਅਸਲ ਲੋੜਵੰਦ ਪਰਿਵਾਰਾਂ ਨੂੰ ਯੋਜਨਾ ਦਾ ਪੂਰਾ ਲਾਭ ਮਿਲ ਸਕੇ। [1113, 2031, 1443, 2065]
story1-photo [347, 419, 1161, 845]
page3-logo [102, 76, 173, 170]
story3-para-2: ਅਧਿਕਾਰੀਆਂ ਨੇ ਦੱਸਿਆ ਕਿ ਨੌਜਵਾਨਾਂ ਨੂੰ ਰੁਜ਼ਗਾਰ ਦੇਣ ਅਤੇ ਕਿਸਾਨਾਂ ਦੀ ਆਮਦਨ ਵਧਾਉਣ ਲਈ ਪਿੰਡ ਪੱਧਰ ਤੱਕ ਛੋਟੀਆਂ ਇਕਾਈਆਂ ਸਥਾਪਿਤ ਕਰਨ ਦੀ ਯੋਜਨਾ ਹੈ। ਇਸ ਲਈ ਵਿਸ਼ੇਸ਼ ਸਬਸਿਡੀ ਅਤੇ ਸਿਖਲਾਈ ਪ੍ਰੋਗਰਾਮ ਸ਼ੁਰੂ ਕੀਤੇ ਜਾਣਗੇ। [1003, 1467, 1443, 1520]
story5-column-2 [1113, 1966, 1443, 2419]
assembly-photo-illustration [347, 419, 1161, 845]
story5-para-1: ਕੇਂਦਰ ਸਰਕਾਰ ਨੇ ਮੁਫ਼ਤ ਰਾਸ਼ਨ ਯੋਜਨਾ ਦੇ ਲਾਭਪਾਤਰੀਆਂ ਦੀ ਪੜਤਾਲ ਦੇ ਹੁਕਮ ਦਿੱਤੇ ਹਨ। ਨਵੇਂ ਨਿਯਮਾਂ ਅਨੁਸਾਰ ਜਿਨ੍ਹਾਂ ਪਰਿਵਾਰਾਂ ਕੋਲ ਚਾਰ ਪਹੀਆ ਵਾਹਨ, ਏਸੀ ਜਾਂ ਵੱਧ ਆਮਦਨ ਦੇ ਸਰੋਤ ਹਨ, ਉਨ੍ਹਾਂ ਦੇ ਨਾਮ ਸੂਚੀ ਵਿੱਚੋਂ ਹਟਾਏ ਜਾਣਗੇ। [770, 2016, 1093, 2087]
story2-column-1 [69, 1402, 275, 1883]
story1-column-3 [629, 866, 883, 1216]
story1-col4-para: ਚੀਮਾ ਨੇ ਸਦਨ ਨੂੰ ਦੱਸਿਆ ਕਿ ਸੂਬਾ ਸਰਕਾਰ ਨੇ ਮੁਆਵਜ਼ੇ ਦੀ ਰਾਸ਼ੀ ਵਧਾਉਣ ਦਾ ਫ਼ੈਸਲਾ ਕੀਤਾ ਹੈ ਅਤੇ ਗਿਰਦਾਵਰੀ ਦਾ ਕੰਮ ਤੇਜ਼ੀ ਨਾਲ ਮੁਕੰਮਲ ਕੀਤਾ ਜਾ ਰਿਹਾ ਹੈ ਤਾਂ ਜੋ ਹਰ ਪੀੜਤ ਨੂੰ ਉਸ ਦਾ ਬਣਦਾ ਹੱਕ ਮਿਲ ਸਕੇ। [911, 868, 1161, 939]
story5-column-1 [770, 2014, 1093, 2419]
story4-headline: ਪੰਜਾਬ ਵਿੱਚ ਕੰਪਿਊਟਰ ਸਿੱਖਿਆ ਅਤੇ ਹੁਨਰ ਪ੍ਰੀਖਿਆ ਹੋਵੇਗੀ 1 ਅਕਤੂਬਰ ਨੂੰ [124, 1926, 701, 1950]
story3-para-1: ਪੰਜਾਬ ਵਿੱਚ ਖੇਤੀਬਾੜੀ ਆਧਾਰਿਤ ਉਦਯੋਗਾਂ ਨੂੰ ਉਤਸ਼ਾਹਿਤ ਕਰਨ ਲਈ ਅੱਜ ਸਰਕਾਰੀ ਅਧਿਕਾਰੀਆਂ, ਮਾਹਿਰਾਂ ਅਤੇ ਉੱਦਮੀਆਂ ਦੀ ਇੱਕ ਅਹਿਮ ਮੀਟਿੰਗ ਹੋਈ। ਮੀਟਿੰਗ ਵਿੱਚ ਫ਼ੂਡ ਪ੍ਰੋਸੈਸਿੰਗ, ਡੇਅਰੀ ਅਤੇ ਬਾਗ਼ਬਾਨੀ ਖੇਤਰ ਵਿੱਚ ਨਿਵੇਸ਼ ਦੀਆਂ ਸੰਭਾਵਨਾਵਾਂ ਬਾਰੇ ਵਿਚਾਰ ਚਰਚਾ ਕੀਤੀ ਗਈ। [1003, 1404, 1443, 1456]
